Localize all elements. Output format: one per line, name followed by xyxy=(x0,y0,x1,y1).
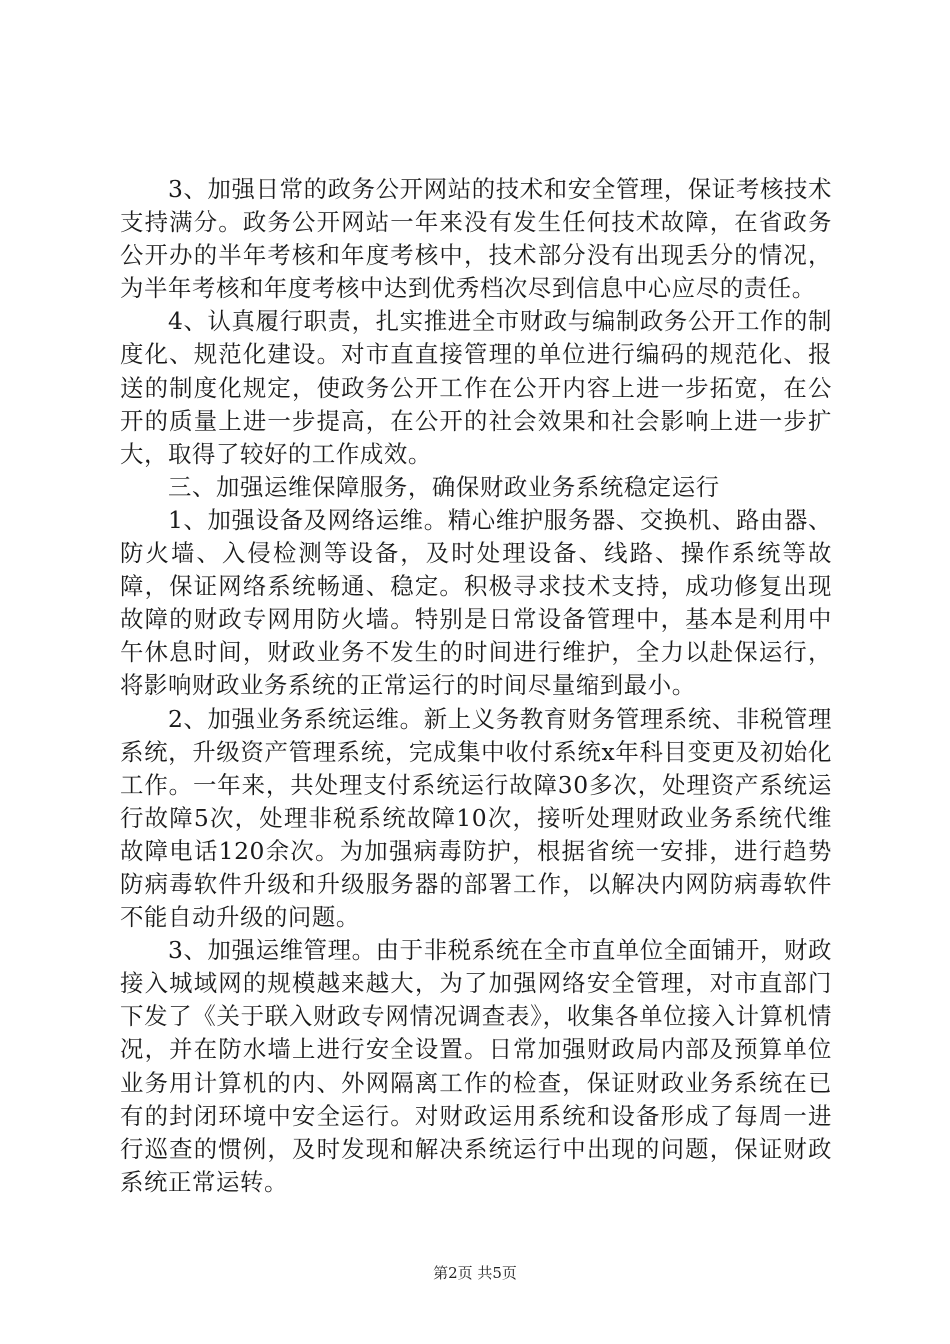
page-number-footer: 第2页 共5页 xyxy=(433,1264,517,1282)
paragraph-network-maintenance: 1、加强设备及网络运维。精心维护服务器、交换机、路由器、防火墙、入侵检测等设备，及时处理设备、线路、操作系统等故障，保证网络系统畅通、稳定。积极寻求技术支持，成功修复出现故障的财政专网用防火墙。特别是日常设备管理中，基本是利用中午休息时间，财政业务不发生的时间进行维护，全力以赴保运行，将影响财政业务系统的正常运行的时间尽量缩到最小。 xyxy=(120,505,832,700)
document-body xyxy=(120,173,832,1199)
paragraph-disclosure-standardization: 4、认真履行职责，扎实推进全市财政与编制政务公开工作的制度化、规范化建设。对市直直接管理的单位进行编码的规范化、报送的制度化规定，使政务公开工作在公开内容上进一步拓宽，在公开的质量上进一步提高，在公开的社会效果和社会影响上进一步扩大，取得了较好的工作成效。 xyxy=(120,307,832,468)
paragraph-operations-management: 3、加强运维管理。由于非税系统在全市直单位全面铺开，财政接入城域网的规模越来越大，为了加强网络安全管理，对市直部门下发了《关于联入财政专网情况调查表》，收集各单位接入计算机情况，并在防水墙上进行安全设置。日常加强财政局内部及预算单位业务用计算机的内、外网隔离工作的检查，保证财政业务系统在已有的封闭环境中安全运行。对财政运用系统和设备形成了每周一进行巡查的惯例，及时发现和解决系统运行中出现的问题，保证财政系统正常运转。 xyxy=(120,936,832,1196)
section-heading-operations: 三、加强运维保障服务，确保财政业务系统稳定运行 xyxy=(168,472,720,501)
paragraph-web-security: 3、加强日常的政务公开网站的技术和安全管理，保证考核技术支持满分。政务公开网站一年来没有发生任何技术故障，在省政务公开办的半年考核和年度考核中，技术部分没有出现丢分的情况，为半年考核和年度考核中达到优秀档次尽到信息中心应尽的责任。 xyxy=(120,175,832,303)
paragraph-business-system-maintenance: 2、加强业务系统运维。新上义务教育财务管理系统、非税管理系统，升级资产管理系统，完成集中收付系统x年科目变更及初始化工作。一年来，共处理支付系统运行故障30多次，处理资产系统运行故障5次，处理非税系统故障10次，接听处理财政业务系统代维故障电话120余次。为加强病毒防护，根据省统一安排，进行趋势防病毒软件升级和升级服务器的部署工作，以解决内网防病毒软件不能自动升级的问题。 xyxy=(120,704,832,932)
